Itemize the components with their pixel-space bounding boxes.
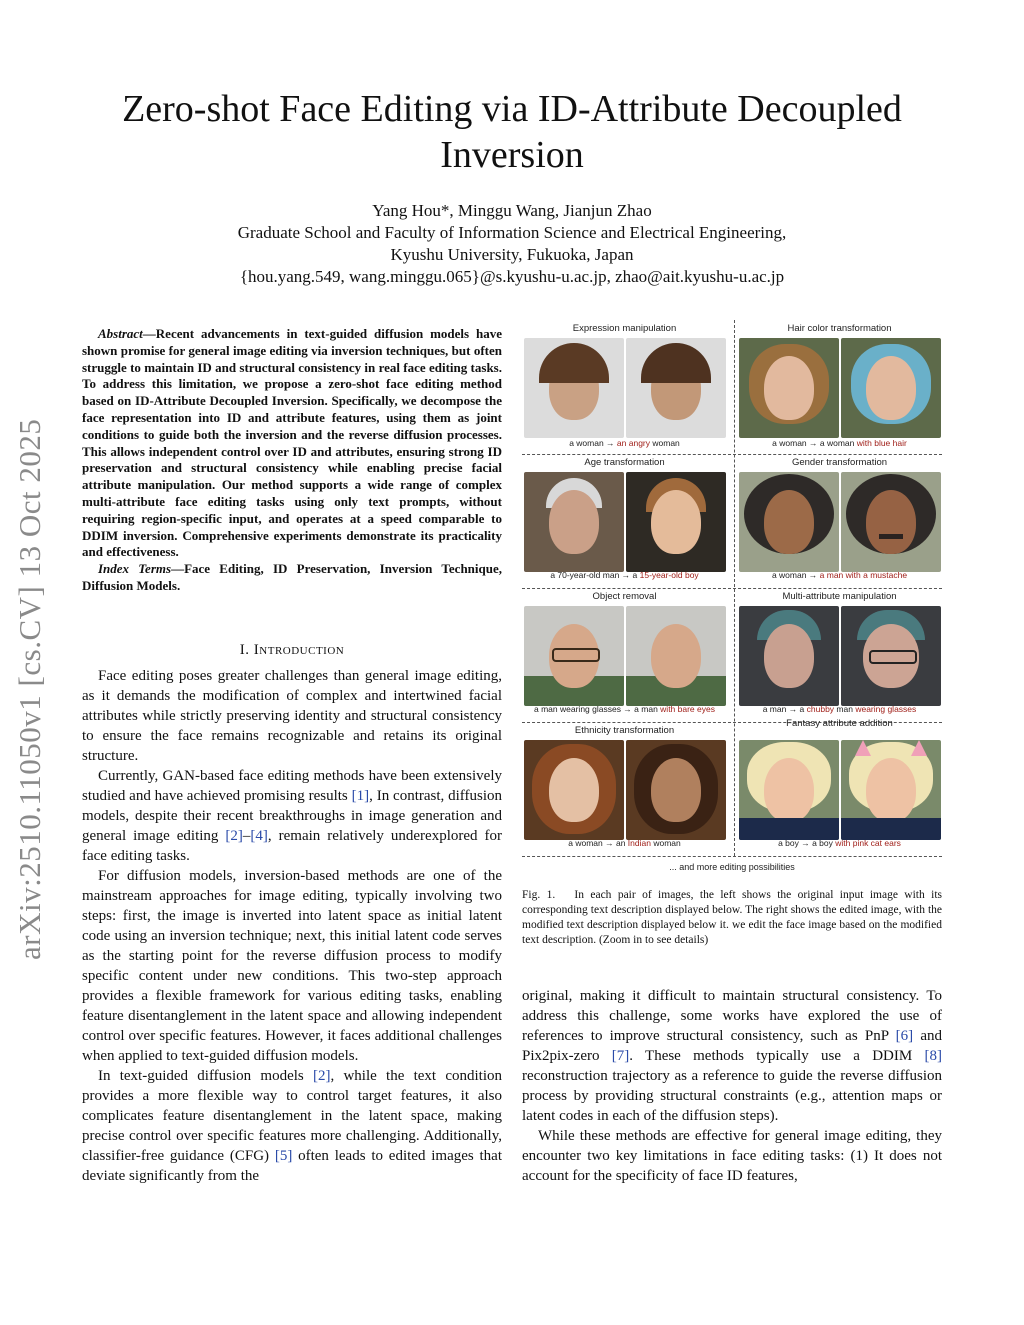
citation-link[interactable]: [2] bbox=[312, 1068, 331, 1084]
panel-caption: a man → a chubby man wearing glasses bbox=[762, 704, 917, 714]
index-terms-label: Index Terms bbox=[98, 561, 172, 577]
face-image-original bbox=[739, 472, 839, 572]
figure-caption bbox=[522, 888, 942, 948]
face-image-original bbox=[739, 740, 839, 840]
citation-link[interactable]: [8] bbox=[924, 1048, 942, 1064]
face-image-edited bbox=[626, 606, 726, 706]
intro-paragraph-4: In text-guided diffusion models [2], while the text condition provides a more flexible way to control target features, it also complicates feature disentanglement in the latent space, making precise control over specific features more challenging. Additionally, classifier-free guidance (CFG) [5] often leads to edited images that deviate significantly from the bbox=[82, 1068, 502, 1184]
panel-title: Hair color transformation bbox=[787, 323, 892, 334]
face-image-edited bbox=[626, 338, 726, 438]
panel-caption: a 70-year-old man → a 15-year-old boy bbox=[550, 570, 699, 580]
divider bbox=[522, 856, 942, 857]
face-image-edited bbox=[626, 472, 726, 572]
citation-link[interactable]: [5] bbox=[274, 1148, 293, 1164]
affiliation-line-1: Graduate School and Faculty of Information Science and Electrical Engineering, bbox=[237, 223, 787, 242]
panel-title: Multi-attribute manipulation bbox=[782, 591, 897, 602]
abstract-text: —Recent advancements in text-guided diffusion models have shown promise for general image editing via inversion techniques, but often struggle to maintain ID and structural consistency in real face editing tasks. To address this limitation, we propose a zero-shot face editing method based on ID-Attribute Decoupled Inversion. Specifically, we decompose the face representation into ID and attribute features, using them as joint conditions to guide both the inversion and the reverse diffusion processes. This allows independent control over ID and attributes, ensuring strong ID preservation and structural consistency while enabling precise facial attribute manipulation. Our method supports a wide range of complex multi-attribute face editing tasks using only text prompts, without requiring region-specific input, and operates at a speed comparable to DDIM inversion. Comprehensive experiments demonstrate its practicality and effectiveness. bbox=[82, 326, 502, 560]
face-image-edited bbox=[841, 606, 941, 706]
panel-caption: a woman → an Indian woman bbox=[568, 838, 681, 848]
intro-text bbox=[82, 666, 502, 1186]
face-image-original bbox=[524, 740, 624, 840]
divider-vertical bbox=[734, 320, 735, 856]
panel-caption: a woman → a woman with blue hair bbox=[772, 438, 907, 448]
figure-footer: ... and more editing possibilities bbox=[669, 862, 795, 872]
panel-object-removal bbox=[522, 590, 727, 720]
face-image-original bbox=[739, 606, 839, 706]
face-image-edited bbox=[841, 740, 941, 840]
panel-title: Fantasy attribute addition bbox=[786, 718, 893, 729]
panel-ethnicity bbox=[522, 724, 727, 854]
face-image-original bbox=[524, 472, 624, 572]
author-names: Yang Hou*, Minggu Wang, Jianjun Zhao bbox=[372, 201, 652, 220]
panel-caption: a boy → a boy with pink cat ears bbox=[778, 838, 901, 848]
intro-paragraph-1: Face editing poses greater challenges than general image editing, as it demands the modification of complex and intertwined facial attributes while strictly preserving identity and structural consistency to ensure the face remains recognizable and retains its original structure. bbox=[82, 668, 502, 764]
section-heading bbox=[82, 640, 502, 660]
right-column-text bbox=[522, 986, 942, 1186]
panel-title: Age transformation bbox=[584, 457, 665, 468]
index-terms-text: —Face Editing, ID Preservation, Inversion Technique, Diffusion Models. bbox=[82, 561, 502, 593]
affiliation-line-2: Kyushu University, Fukuoka, Japan bbox=[390, 245, 634, 264]
right-paragraph-1: original, making it difficult to maintain structural consistency. To address this challenge, some works have explored the use of references to improve structural consistency, such as PnP [6] and Pix2pix-zero [7]. These methods typically use a DDIM [8] reconstruction trajectory as a reference to guide the reverse diffusion process by providing structural constraints (e.g., attention maps or latent codes in each of the diffusion steps). bbox=[522, 988, 942, 1124]
paper-title: Zero-shot Face Editing via ID-Attribute Decoupled Inversion bbox=[122, 88, 902, 176]
section-title: Introduction bbox=[253, 642, 345, 658]
face-image-edited bbox=[841, 338, 941, 438]
citation-link[interactable]: [6] bbox=[895, 1028, 914, 1044]
face-image-original bbox=[524, 606, 624, 706]
panel-hair-color bbox=[737, 320, 942, 450]
figure-label: Fig. 1. bbox=[522, 889, 556, 901]
face-image-original bbox=[524, 338, 624, 438]
intro-paragraph-3: For diffusion models, inversion-based methods are one of the mainstream approaches for image editing, typically involving two steps: first, the image is inverted into latent space as initial latent code using an inversion technique; next, this initial latent code serves as the starting point for the reverse diffusion process to modify specific content under new conditions. This two-step approach provides a flexible framework for various editing tasks, enabling feature disentanglement in the latent space and allowing independent control over specific features. However, it faces additional challenges when applied to text-guided diffusion models. bbox=[82, 868, 502, 1064]
panel-expression bbox=[522, 320, 727, 450]
section-number: I. bbox=[239, 642, 250, 658]
panel-fantasy bbox=[737, 718, 942, 854]
panel-caption: a man wearing glasses → a man with bare eyes bbox=[534, 704, 715, 714]
figure-caption-text: In each pair of images, the left shows the original input image with its corresponding text description displayed below. The right shows the edited image, with the modified text description displayed below it. we edit the face image based on the modified text description. (Zoom in to see details) bbox=[522, 889, 943, 946]
author-emails: {hou.yang.549, wang.minggu.065}@s.kyushu-u.ac.jp, zhao@ait.kyushu-u.ac.jp bbox=[239, 267, 785, 286]
citation-link[interactable]: [7] bbox=[611, 1048, 630, 1064]
figure-1 bbox=[522, 320, 942, 872]
panel-title: Object removal bbox=[592, 591, 657, 602]
panel-caption: a woman → an angry woman bbox=[569, 438, 680, 448]
divider bbox=[522, 454, 942, 455]
face-image-edited bbox=[626, 740, 726, 840]
abstract bbox=[82, 326, 502, 595]
face-image-original bbox=[739, 338, 839, 438]
divider bbox=[522, 588, 942, 589]
panel-gender bbox=[737, 456, 942, 586]
right-paragraph-2: While these methods are effective for general image editing, they encounter two key limitations in face editing tasks: (1) It does not account for the specificity of face ID features, bbox=[522, 1128, 942, 1184]
panel-title: Expression manipulation bbox=[572, 323, 677, 334]
panel-title: Gender transformation bbox=[791, 457, 888, 468]
panel-multi-attribute bbox=[737, 590, 942, 720]
panel-title: Ethnicity transformation bbox=[574, 725, 675, 736]
face-image-edited bbox=[841, 472, 941, 572]
panel-age bbox=[522, 456, 727, 586]
citation-link[interactable]: [4] bbox=[250, 828, 268, 844]
citation-link[interactable]: [1] bbox=[351, 788, 370, 804]
author-block bbox=[100, 200, 924, 288]
abstract-label: Abstract bbox=[98, 326, 143, 341]
intro-paragraph-2: Currently, GAN-based face editing methods have been extensively studied and have achieved promising results [1], In contrast, diffusion models, despite their recent breakthroughs in image generation and general image editing [2]–[4], remain relatively underexplored for face editing tasks. bbox=[82, 768, 502, 864]
arxiv-identifier: arXiv:2510.11050v1 [cs.CV] 13 Oct 2025 bbox=[12, 418, 47, 960]
citation-link[interactable]: [2] bbox=[225, 828, 243, 844]
panel-caption: a woman → a man with a mustache bbox=[771, 570, 908, 580]
